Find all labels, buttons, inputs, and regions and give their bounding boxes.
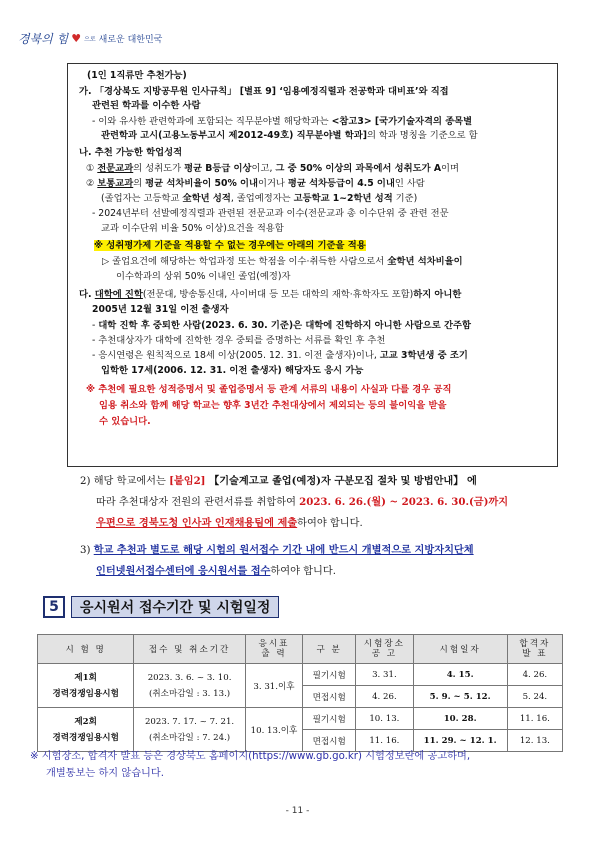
item-na-4: - 2024년부터 선발예정직렬과 관련된 전문교과 이수(전문교과 총 이수단위 중 관련 전문 bbox=[92, 208, 449, 219]
item2-line3: 우편으로 경북도청 인사과 인재채용팀에 제출하여야 합니다. bbox=[96, 517, 363, 529]
exam1-interview-date: 5. 9. ~ 5. 12. bbox=[413, 686, 507, 708]
exam1-interview-type: 면접시험 bbox=[303, 686, 356, 708]
warning-line1: ※ 추천에 필요한 성적증명서 및 졸업증명서 등 관계 서류의 내용이 사실과 다를 경우 공직 bbox=[86, 384, 452, 395]
exam-schedule-table bbox=[37, 634, 563, 752]
exam2-period: 2023. 7. 17. ~ 7. 21. (취소마감일 : 7. 24.) bbox=[134, 708, 245, 752]
item3-line2: 인터넷원서접수센터에 응시원서를 접수하여야 합니다. bbox=[96, 565, 336, 577]
item-ga-line1: 가. 「경상북도 지방공무원 인사규칙」 [별표 9] ‘임용예정직렬과 전공학과 대비표’와 직접 bbox=[79, 86, 449, 97]
item-ga-sub1: - 이와 유사한 관련학과에 포함되는 직무분야별 해당학과는 <참고3> [국가기술자격의 종목별 bbox=[92, 116, 473, 127]
col-application-period: 접수 및 취소기간 bbox=[134, 635, 245, 664]
logo-subtitle: 새로운 대한민국 bbox=[98, 35, 163, 45]
item-na-3: (졸업자는 고등학교 全학년 성적, 졸업예정자는 고등학교 1~2학년 성적 기준) bbox=[101, 193, 418, 204]
item-ga-sub2: 관련학과 고시(고용노동부고시 제2012-49호) 직무분야별 학과]의 학과 명칭을 기준으로 함 bbox=[101, 130, 478, 141]
exam1-written-result: 4. 26. bbox=[507, 664, 562, 686]
col-exam-name: 시 험 명 bbox=[38, 635, 134, 664]
exam2-interview-date: 11. 29. ~ 12. 1. bbox=[413, 730, 507, 752]
table-row bbox=[38, 708, 563, 730]
tri-note-2: 이수학과의 상위 50% 이내인 졸업(예정)자 bbox=[116, 271, 291, 282]
footnote-line1: ※ 시험장소, 합격자 발표 등은 경상북도 홈페이지(https://www.gb.go.kr) 시험정보란에 공고하며, bbox=[30, 751, 471, 762]
item-ga-line2: 관련된 학과를 이수한 사람 bbox=[92, 100, 201, 111]
item-da-2: 2005년 12월 31일 이전 출생자 bbox=[92, 304, 229, 315]
requirements-box bbox=[67, 63, 558, 467]
logo-sub-small: 으로 bbox=[84, 36, 96, 43]
item-na-2: ② 보통교과의 평균 석차비율이 50% 이내이거나 평균 석차등급이 4.5 이내인 사람 bbox=[86, 178, 425, 189]
exam2-interview-type: 면접시험 bbox=[303, 730, 356, 752]
item-da-5: - 응시연령은 원칙적으로 18세 이상(2005. 12. 31. 이전 출생자)이나, 고교 3학년생 중 조기 bbox=[92, 350, 468, 361]
item-da-4: - 추천대상자가 대학에 진학한 경우 중퇴를 증명하는 서류를 확인 후 추천 bbox=[92, 335, 386, 346]
footnote-line2: 개별통보는 하지 않습니다. bbox=[46, 768, 164, 779]
warning-line3: 수 있습니다. bbox=[99, 416, 151, 427]
exam2-written-result: 11. 16. bbox=[507, 708, 562, 730]
col-result-date: 합격자 발 표 bbox=[507, 635, 562, 664]
section-title: 응시원서 접수기간 및 시험일정 bbox=[71, 596, 279, 618]
page-number: - 11 - bbox=[285, 806, 310, 816]
table-header-row bbox=[38, 635, 563, 664]
section-5-heading bbox=[43, 596, 279, 618]
warning-line2: 임용 취소와 함께 해당 학교는 향후 3년간 추천대상에서 제외되는 등의 불이익을 받을 bbox=[99, 400, 447, 411]
exam2-print: 10. 13.이후 bbox=[245, 708, 302, 752]
item-da-3: - 대학 진학 후 중퇴한 사람(2023. 6. 30. 기준)은 대학에 진학하지 아니한 사람으로 간주함 bbox=[92, 320, 471, 331]
logo-text: 경북의 힘 bbox=[18, 32, 69, 46]
exam1-written-notice: 3. 31. bbox=[356, 664, 413, 686]
col-ticket-print: 응시표 출 력 bbox=[245, 635, 302, 664]
heart-icon: ♥ bbox=[71, 32, 82, 45]
star-note: ※ 성취평가제 기준을 적용할 수 없는 경우에는 아래의 기준을 적용 bbox=[94, 240, 366, 251]
exam1-period: 2023. 3. 6. ~ 3. 10. (취소마감일 : 3. 13.) bbox=[134, 664, 245, 708]
one-per-person-note: (1인 1직류만 추천가능) bbox=[87, 70, 187, 81]
col-type: 구 분 bbox=[303, 635, 356, 664]
exam2-written-notice: 10. 13. bbox=[356, 708, 413, 730]
exam1-name: 제1회 경력경쟁임용시험 bbox=[38, 664, 134, 708]
exam1-written-type: 필기시험 bbox=[303, 664, 356, 686]
item-da-1: 다. 대학에 진학(전문대, 방송통신대, 사이버대 등 모든 대학의 재학⋅휴학자도 포함)하지 아니한 bbox=[79, 289, 462, 300]
exam2-interview-result: 12. 13. bbox=[507, 730, 562, 752]
item-na-heading: 나. 추천 가능한 학업성적 bbox=[79, 147, 183, 158]
exam1-interview-notice: 4. 26. bbox=[356, 686, 413, 708]
item-na-5: 교과 이수단위 비율 50% 이상)요건을 적용함 bbox=[101, 223, 284, 234]
item-na-1: ① 전문교과의 성취도가 평균 B등급 이상이고, 그 중 50% 이상의 과목에서 성취도가 A이며 bbox=[86, 163, 459, 174]
section-number: 5 bbox=[43, 596, 65, 618]
gyeongbuk-logo bbox=[18, 30, 162, 47]
exam2-name: 제2회 경력경쟁임용시험 bbox=[38, 708, 134, 752]
exam2-written-date: 10. 28. bbox=[413, 708, 507, 730]
exam2-written-type: 필기시험 bbox=[303, 708, 356, 730]
exam2-interview-notice: 11. 16. bbox=[356, 730, 413, 752]
col-exam-date: 시험일자 bbox=[413, 635, 507, 664]
exam1-written-date: 4. 15. bbox=[413, 664, 507, 686]
item2-line1: 2) 해당 학교에서는 [붙임2] 【기술계고교 졸업(예정)자 구분모집 절차 및 방법안내】 에 bbox=[80, 475, 477, 487]
tri-note-1: ▷ 졸업요건에 해당하는 학업과정 또는 학점을 이수⋅취득한 사람으로서 全학년 석차비율이 bbox=[102, 256, 463, 267]
item3-line1: 3) 학교 추천과 별도로 해당 시험의 원서접수 기간 내에 반드시 개별적으로 지방자치단체 bbox=[80, 544, 474, 556]
exam1-interview-result: 5. 24. bbox=[507, 686, 562, 708]
item2-line2: 따라 추천대상자 전원의 관련서류를 취합하여 2023. 6. 26.(월) ~ 2023. 6. 30.(금)까지 bbox=[96, 496, 509, 508]
table-row bbox=[38, 664, 563, 686]
col-venue-notice: 시험장소 공 고 bbox=[356, 635, 413, 664]
item-da-6: 입학한 17세(2006. 12. 31. 이전 출생자) 해당자도 응시 가능 bbox=[101, 365, 364, 376]
exam1-print: 3. 31.이후 bbox=[245, 664, 302, 708]
